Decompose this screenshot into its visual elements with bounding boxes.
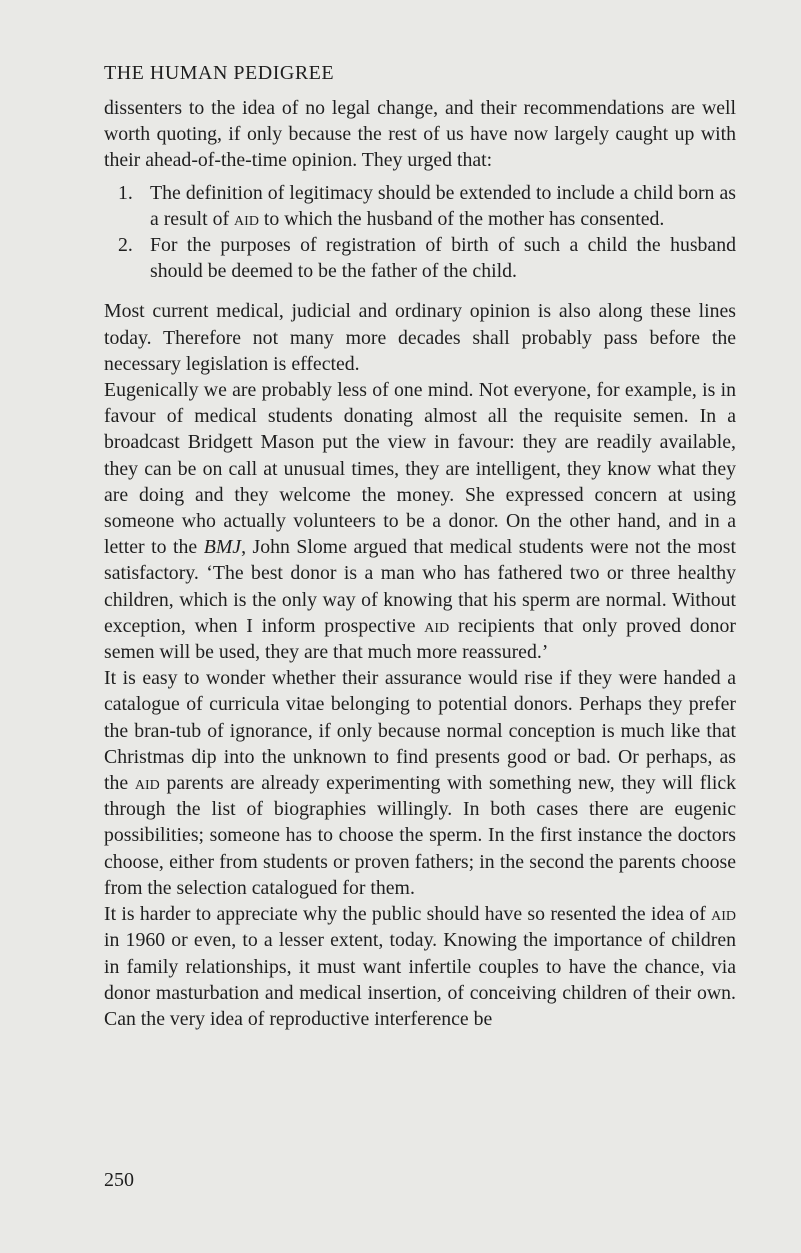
- recommendation-number: 2.: [118, 234, 133, 257]
- opinion-paragraph: Most current medical, judicial and ordinary opinion is also along these lines today. Therefore not many more decades shall probably pass before the necessary legislation is effected.: [104, 300, 736, 375]
- paragraph-text: in 1960 or even, to a lesser extent, today. Knowing the importance of children in family relationships, it must want infertile couples to have the chance, via donor masturbation and medical insertion, of conceiving children of their own. Can the very idea of reproductive interference be: [104, 929, 736, 1030]
- abbreviation: aid: [424, 614, 450, 637]
- abbreviation: aid: [234, 207, 259, 230]
- recommendations-list: [104, 180, 736, 285]
- paragraph-text: It is easy to wonder whether their assurance would rise if they were handed a catalogue of curricula vitae belonging to potential donors. Perhaps they prefer the bran-tub of ignorance, if only because normal conception is much like that Christmas dip into the unknown to find presents good or bad. Or perhaps, as the: [104, 667, 736, 795]
- assurance-paragraph: [104, 665, 736, 901]
- recommendation-text: For the purposes of registration of birth of such a child the husband should be deemed to be the father of the child.: [150, 234, 736, 283]
- paragraph-text: , John Slome argued that medical students were not the most satisfactory. ‘The best donor is a man who has fathered two or three healthy children, which is the only way of knowing that his sperm are normal. Without exception, when I inform prospective: [104, 536, 736, 637]
- abbreviation: aid: [711, 903, 736, 926]
- public-paragraph: [104, 901, 736, 1032]
- recommendation-number: 1.: [118, 181, 133, 204]
- recommendation-text: to which the husband of the mother has consented.: [258, 207, 665, 230]
- paragraph-text: Eugenically we are probably less of one mind. Not everyone, for example, is in favour of medical students donating almost all the requisite semen. In a broadcast Bridgett Mason put the view in favour: they are readily available, they can be on call at unusual times, they are intelligent, they know what they are doing and they welcome the money. She expressed concern at using someone who actually volunteers to be a donor. On the other hand, and in a letter to the: [104, 379, 736, 559]
- abbreviation: aid: [134, 772, 160, 795]
- running-head: THE HUMAN PEDIGREE: [104, 62, 335, 84]
- paragraph-text: parents are already experimenting with something new, they will flick through the list of biographies willingly. In both cases there are eugenic possibilities; someone has to choose the sperm. In the first instance the doctors choose, either from students or proven fathers; in the second the parents choose from the selection catalogued for them.: [104, 772, 736, 899]
- recommendation-item: [118, 232, 736, 284]
- recommendation-text: The definition of legitimacy should be extended to include a child born as a result of: [150, 181, 736, 230]
- journal-title: BMJ: [203, 536, 242, 559]
- body-text: [104, 95, 736, 1032]
- eugenics-paragraph: [104, 377, 736, 665]
- paragraph-text: recipients that only proved donor semen will be used, they are that much more reassured.’: [104, 614, 736, 664]
- intro-paragraph: dissenters to the idea of no legal change, and their recommendations are well worth quoting, if only because the rest of us have now largely caught up with their ahead-of-the-time opinion. They urged that:: [104, 97, 736, 172]
- paragraph-text: It is harder to appreciate why the public should have so resented the idea of: [104, 903, 712, 926]
- recommendation-item: [118, 180, 736, 232]
- page-number: 250: [104, 1169, 134, 1191]
